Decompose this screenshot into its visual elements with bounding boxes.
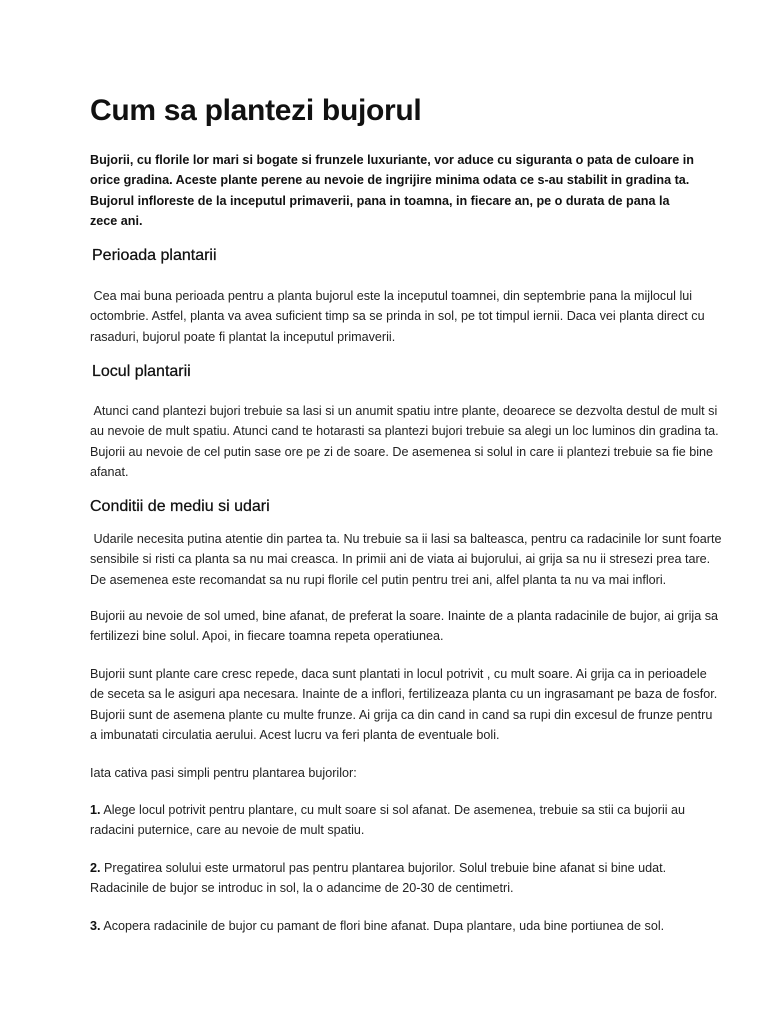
step-item <box>90 916 722 936</box>
step-number: 2. <box>90 861 101 875</box>
section-text-planting-place: Atunci cand plantezi bujori trebuie sa lasi si un anumit spatiu intre plante, deoarece se dezvolta destul de mult si au nevoie de mult spatiu. Atunci cand te hotarasti sa plantezi bujori trebuie sa alegi un loc luminos din gradina ta. Bujorii au nevoie de cel putin sase ore pe zi de soare. De asemenea si solul in care ii plantezi trebuie sa fie bine afanat. <box>90 404 719 479</box>
paragraph-watering: Udarile necesita putina atentie din partea ta. Nu trebuie sa ii lasi sa balteasca, pentru ca radacinile lor sunt foarte sensibile si risti ca planta sa nu mai creasca. In primii ani de viata ai bujorului, ai grija sa nu ii stresezi prea tare. De asemenea este recomandat sa nu rupi florile cel putin pentru trei ani, alfel planta ta nu va mai inflori. <box>90 532 722 587</box>
section-heading-environment-watering: Conditii de mediu si udari <box>90 498 270 515</box>
section-heading-planting-period: Perioada plantarii <box>92 247 217 264</box>
section-text-planting-period: Cea mai buna perioada pentru a planta bujorul este la inceputul toamnei, din septembrie pana la mijlocul lui octombrie. Astfel, planta va avea suficient timp sa se prinda in sol, pe tot timpul iernii. Daca vei planta direct cu rasaduri, bujorul poate fi plantat la inceputul primaverii. <box>90 289 705 344</box>
page-title: Cum sa plantezi bujorul <box>90 94 422 127</box>
section-heading-planting-place: Locul plantarii <box>92 363 191 380</box>
step-number: 3. <box>90 919 101 933</box>
paragraph-growth: Bujorii sunt plante care cresc repede, daca sunt plantati in locul potrivit , cu mult soare. Ai grija ca in perioadele de seceta sa le asiguri apa necesara. Inainte de a inflori, fertilizeaza planta cu un ingrasamant pe baza de fosfor. Bujorii sunt de asemena plante cu multe frunze. Ai grija ca din cand in cand sa rupi din excesul de frunze pentru a imbunatati circulatia aerului. Acest lucru va feri planta de eventuale boli. <box>90 667 718 742</box>
step-number: 1. <box>90 803 101 817</box>
step-text: Alege locul potrivit pentru plantare, cu mult soare si sol afanat. De asemenea, trebuie sa stii ca bujorii au radacini puternice, care au nevoie de mult spatiu. <box>90 803 686 838</box>
step-item <box>90 800 722 841</box>
step-text: Pregatirea solului este urmatorul pas pentru plantarea bujorilor. Solul trebuie bine afanat si bine udat. Radacinile de bujor se introduc in sol, la o adancime de 20-30 de centimetri. <box>90 861 667 896</box>
intro-paragraph: Bujorii, cu florile lor mari si bogate si frunzele luxuriante, vor aduce cu siguranta o pata de culoare in orice gradina. Aceste plante perene au nevoie de ingrijire minima odata ce s-au stabilit in gradina ta. Bujorul infloreste de la inceputul primaverii, pana in toamna, in fiecare an, pe o durata de pana la zece ani. <box>90 153 694 228</box>
step-text: Acopera radacinile de bujor cu pamant de flori bine afanat. Dupa plantare, uda bine portiunea de sol. <box>103 919 665 933</box>
paragraph-soil: Bujorii au nevoie de sol umed, bine afanat, de preferat la soare. Inainte de a planta radacinile de bujor, ai grija sa fertilizezi bine solul. Apoi, in fiecare toamna repeta operatiunea. <box>90 609 718 644</box>
step-item <box>90 858 722 899</box>
paragraph-steps-intro: Iata cativa pasi simpli pentru plantarea bujorilor: <box>90 766 357 780</box>
